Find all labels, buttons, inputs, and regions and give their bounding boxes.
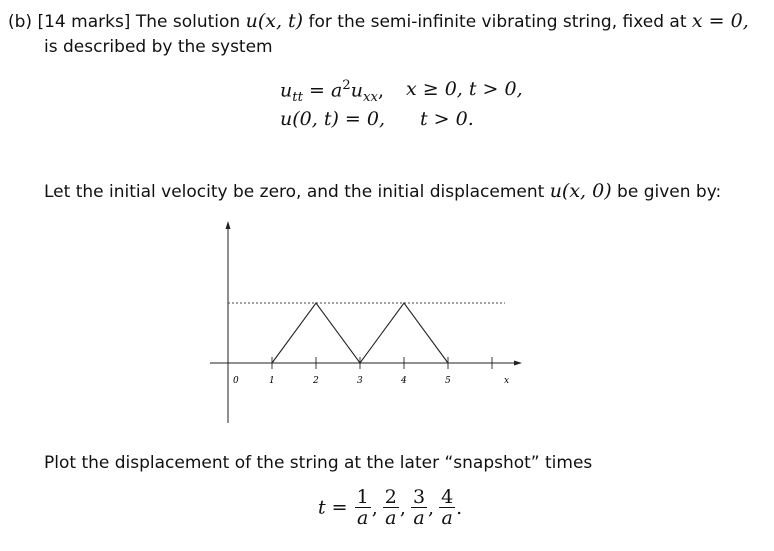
- equation-2: u(0, t) = 0,: [280, 108, 385, 130]
- displacement-shape: [272, 303, 448, 363]
- intro-text-1: The solution: [135, 12, 241, 32]
- tick-label-3: 3: [357, 376, 363, 386]
- y-axis-arrow: [226, 221, 231, 229]
- marks-label: [14 marks]: [37, 12, 131, 32]
- equation-1: $u_{tt} = a^2u_{xx}$,: [280, 78, 385, 105]
- initial-displacement-figure: [200, 215, 530, 435]
- equation-1-condition: x ≥ 0, t > 0,: [406, 78, 523, 100]
- part-label: (b): [8, 12, 33, 32]
- fraction-separator: ,: [399, 496, 406, 519]
- intro-text-2: for the semi-infinite vibrating string, fixed at: [308, 12, 687, 32]
- plot-request-text: Plot the displacement of the string at the later “snapshot” times: [44, 453, 593, 473]
- time-fraction-3: [411, 487, 427, 528]
- time-fraction-1: [355, 487, 371, 528]
- tick-label-0: 0: [233, 376, 239, 386]
- problem-line-2: is described by the system: [44, 37, 273, 57]
- fixed-condition: x = 0,: [691, 10, 749, 32]
- tick-label-1: 1: [269, 376, 275, 386]
- axis-label-x: x: [504, 376, 510, 386]
- snapshot-times: [318, 487, 466, 528]
- tick-label-2: 2: [313, 376, 319, 386]
- fraction-separator: ,: [371, 496, 378, 519]
- fraction-denominator: a: [357, 507, 369, 529]
- func-expression: u(x, t): [245, 10, 304, 32]
- tick-label-4: 4: [401, 376, 407, 386]
- equation-2-condition: t > 0.: [420, 108, 474, 130]
- fraction-denominator: a: [441, 507, 453, 529]
- time-fraction-4: [439, 487, 455, 528]
- fraction-denominator: a: [385, 507, 397, 529]
- t-label: t =: [318, 496, 348, 519]
- fraction-denominator: a: [413, 507, 425, 529]
- x-axis-arrow: [514, 361, 522, 366]
- fraction-separator: .: [456, 496, 463, 519]
- fraction-numerator: 3: [412, 486, 426, 508]
- initial-condition-text: Let the initial velocity be zero, and the initial displacement u(x, 0) be given by:: [44, 180, 722, 202]
- fraction-numerator: 1: [356, 486, 369, 508]
- fraction-separator: ,: [428, 496, 435, 519]
- fraction-numerator: 4: [441, 486, 454, 508]
- fraction-numerator: 2: [384, 486, 397, 508]
- time-fraction-2: [383, 487, 399, 528]
- tick-label-5: 5: [445, 376, 451, 386]
- problem-line-1: [8, 10, 749, 32]
- initial-expression: u(x, 0): [549, 180, 612, 202]
